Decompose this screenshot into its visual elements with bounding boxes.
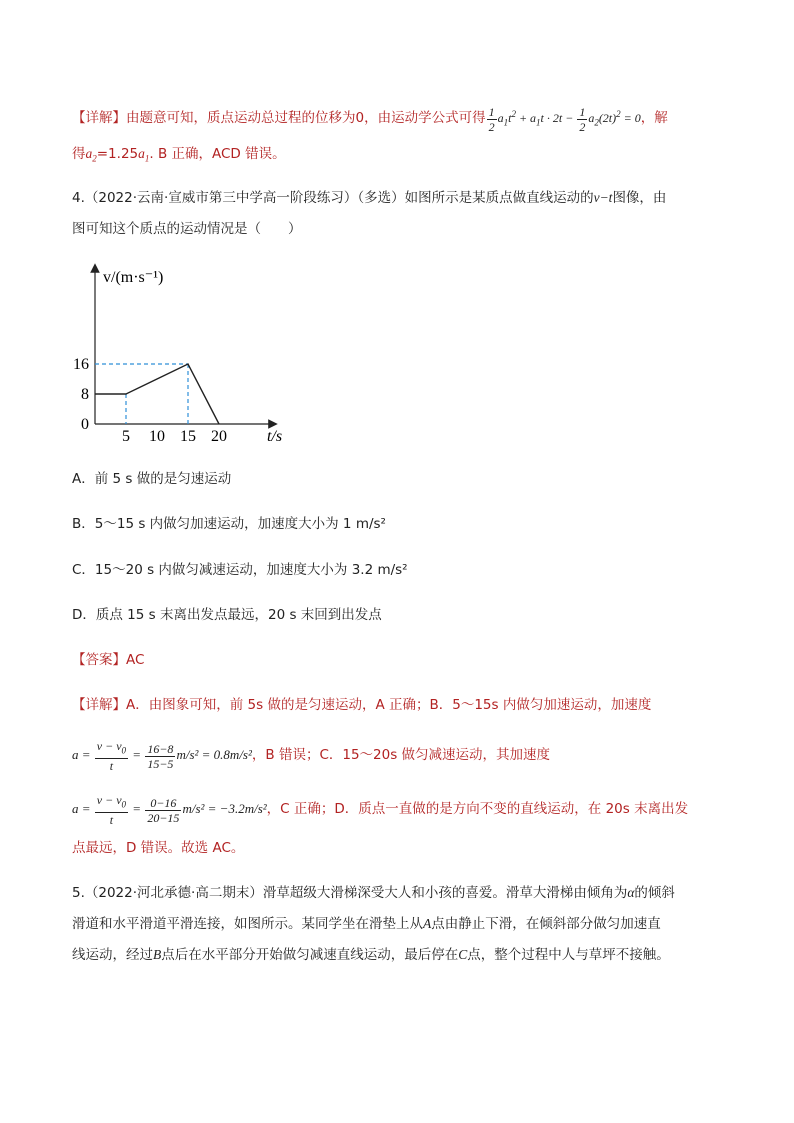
point-a: A <box>423 916 432 931</box>
answer-line <box>72 650 727 670</box>
y-tick-label: 0 <box>81 416 89 433</box>
question-5-line-3: 线运动，经过B点后在水平部分开始做匀减速直线运动，最后停在C点，整个过程中人与草坪不接触。 <box>72 947 670 963</box>
y-tick-label: 16 <box>73 356 89 373</box>
answer-value: AC <box>126 652 145 668</box>
question-4-stem-line-1: 4.（2022·云南·宣威市第三中学高一阶段练习）（多选）如图所示是某质点做直线运动的v−t图像，由 <box>72 190 667 206</box>
detail-4-line-1: 【详解】A．由图象可知，前 5s 做的是匀速运动，A 正确；B．5～15s 内做匀加速运动，加速度 <box>72 697 652 713</box>
detail-3-line-1 <box>72 104 727 134</box>
point-c: C <box>458 947 468 962</box>
answer-tag: 【答案】 <box>72 652 126 668</box>
option-c[interactable]: C．15～20 s 内做匀减速运动，加速度大小为 3.2 m/s² <box>72 562 408 578</box>
acceleration-equation-1: a = $\frac{v - v_0}{t}$ = $\frac{16-8}{15-5}$ m/s² = 0.8m/s² <box>72 739 252 773</box>
detail-4-line-4: 点最远，D 错误。故选 AC。 <box>72 840 245 856</box>
displacement-equation: $\frac{1}{2}$ $a_1t^2 + a_1t \cdot 2t$ − $\frac{1}{2}$ $a_2(2t)^2 = 0$ <box>488 104 641 134</box>
point-b: B <box>153 947 162 962</box>
x-axis-label: t/s <box>267 428 283 445</box>
option-d[interactable]: D．质点 15 s 末离出发点最远，20 s 末回到出发点 <box>72 607 382 623</box>
detail-tag: 【详解】 <box>72 110 126 126</box>
option-a[interactable]: A．前 5 s 做的是匀速运动 <box>72 471 232 487</box>
question-5-line-2: 滑道和水平滑道平滑连接，如图所示。某同学坐在滑垫上从A点由静止下滑，在倾斜部分做匀加速直 <box>72 916 661 932</box>
question-5-line-1: 5.（2022·河北承德·高二期末）滑草超级大滑梯深受大人和小孩的喜爱。滑草大滑梯由倾角为α的倾斜 <box>72 885 675 901</box>
acceleration-equation-2: a = $\frac{v - v_0}{t}$ = $\frac{0-16}{20-15}$ m/s² = −3.2m/s² <box>72 793 267 827</box>
x-tick-label: 5 <box>122 428 130 445</box>
detail-4-line-2: a = $\frac{v - v_0}{t}$ = $\frac{16-8}{15-5}$ m/s² = 0.8m/s²，B 错误；C．15～20s 做匀减速运动，其加速度 <box>72 739 551 773</box>
y-tick-label: 8 <box>81 386 89 403</box>
question-4-stem-line-2: 图可知这个质点的运动情况是（ ） <box>72 221 302 237</box>
x-tick-label: 15 <box>180 428 196 445</box>
alpha-symbol: α <box>627 885 635 900</box>
y-axis-label: v/(m·s⁻¹) <box>103 269 164 286</box>
detail-text: 由题意可知，质点运动总过程的位移为0，由运动学公式可得 <box>126 110 486 126</box>
option-b[interactable]: B．5～15 s 内做匀加速运动，加速度大小为 1 m/s² <box>72 516 386 532</box>
detail-3-line-2: 得$a_2=1.25a_1$. B 正确，ACD 错误。 <box>72 146 286 164</box>
detail-4-tag: 【详解】 <box>72 697 126 713</box>
x-tick-label: 20 <box>211 428 227 445</box>
detail-4-line-3: a = $\frac{v - v_0}{t}$ = $\frac{0-16}{20-15}$ m/s² = −3.2m/s²，C 正确；D．质点一直做的是方向不变的直线运动，在 20s 末离出发 <box>72 793 689 827</box>
detail-text-tail: ，解 <box>640 110 668 126</box>
vt-symbol: v−t <box>593 190 613 205</box>
velocity-series-line <box>95 364 219 424</box>
a2-symbol: $a_2$ <box>85 146 97 164</box>
x-tick-label: 10 <box>149 428 165 445</box>
a1-symbol: $a_1$ <box>138 146 150 164</box>
vt-chart <box>75 258 315 448</box>
